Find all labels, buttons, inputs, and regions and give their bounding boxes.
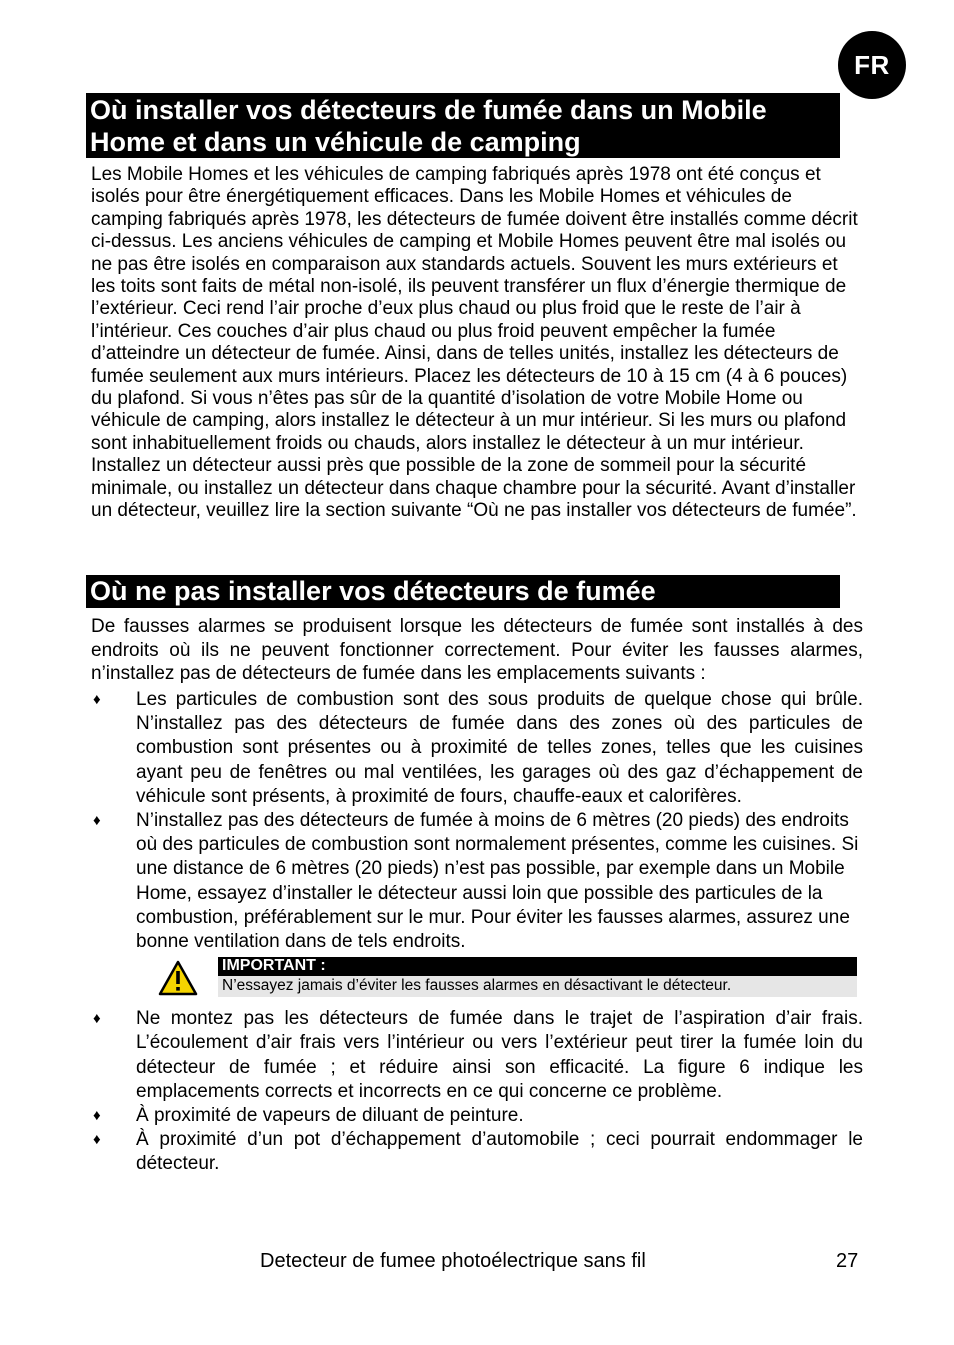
- bullet-list: [91, 688, 863, 1177]
- language-badge: [838, 31, 906, 99]
- important-notice: [91, 957, 863, 999]
- list-item-text: Les particules de combustion sont des sous produits de quelque chose qui brûle. N’installez pas des détecteurs de fumée dans des zones où des particules de combustion sont présentes ou à proximité de telles zones, telles que les cuisines ayant peu de fenêtres ou mal ventilées, les garages où des gaz d’échappement de véhicule sont présents, à proximité de fours, chauffe-eaux et calorifères.: [136, 689, 863, 807]
- important-title: IMPORTANT :: [218, 957, 857, 976]
- diamond-bullet-icon: ♦: [93, 1107, 101, 1125]
- language-code: FR: [854, 49, 890, 80]
- page-number: 27: [836, 1250, 859, 1272]
- diamond-bullet-icon: ♦: [93, 1010, 101, 1028]
- section-heading-where-not-install: Où ne pas installer vos détecteurs de fumée: [86, 575, 840, 608]
- important-box: [218, 957, 857, 997]
- diamond-bullet-icon: ♦: [93, 812, 101, 830]
- list-item: [91, 688, 863, 809]
- section-heading-install-mobile-home: Où installer vos détecteurs de fumée dans un Mobile Home et dans un véhicule de camping: [86, 93, 840, 158]
- list-item: [91, 1007, 863, 1104]
- list-item-text: Ne montez pas les détecteurs de fumée dans le trajet de l’aspiration d’air frais. L’écoulement d’air frais vers l’intérieur ou vers l’extérieur peut tirer la fumée loin du détecteur de fumée ; et réduire ainsi son efficacité. La figure 6 indique les emplacements corrects et incorrects en ce qui concerne ce problème.: [136, 1008, 863, 1102]
- warning-triangle-icon: [158, 960, 198, 996]
- diamond-bullet-icon: ♦: [93, 691, 101, 708]
- list-item-text: N’installez pas des détecteurs de fumée à moins de 6 mètres (20 pieds) des endroits où des particules de combustion sont normalement présentes, comme les cuisines. Si une distance de 6 mètres (20 pieds) n’est pas possible, par exemple dans un Mobile Home, essayez d’installer le détecteur aussi loin que possible des particules de la combustion, préférablement sur le mur. Pour éviter les fausses alarmes, assurez une bonne ventilation dans de tels endroits.: [136, 810, 859, 953]
- footer-title: Detecteur de fumee photoélectrique sans fil: [260, 1250, 646, 1272]
- list-item: [91, 1104, 863, 1128]
- list-item: [91, 809, 863, 954]
- section-intro-where-not-install: De fausses alarmes se produisent lorsque les détecteurs de fumée sont installés à des endroits où ils ne peuvent fonctionner correctement. Pour éviter les fausses alarmes, n’installez pas de détecteurs de fumée dans les emplacements suivants :: [91, 616, 863, 684]
- list-item-text: À proximité d’un pot d’échappement d’automobile ; ceci pourrait endommager le détecteur.: [136, 1129, 863, 1175]
- section-body-mobile-home: Les Mobile Homes et les véhicules de camping fabriqués après 1978 ont été conçus et isolés pour être énergétiquement efficaces. Dans les Mobile Homes et véhicules de camping fabriqués après 1978, les détecteurs de fumée doivent être installés comme décrit ci-dessus. Les anciens véhicules de camping et Mobile Homes peuvent être mal isolés ou ne pas être isolés en comparaison aux standards actuels. Souvent les murs extérieurs et les toits sont faits de métal non-isolé, ils peuvent transférer un flux d’énergie thermique de l’extérieur. Ceci rend l’air proche d’eux plus chaud ou plus froid que le reste de l’air à l’intérieur. Ces couches d’air plus chaud ou plus froid peuvent empêcher la fumée d’atteindre un détecteur de fumée. Ainsi, dans de telles unités, installez les détecteurs de fumée seulement aux murs intérieurs. Placez les détecteurs de 10 à 15 cm (4 à 6 pouces) du plafond. Si vous n’êtes pas sûr de la quantité d’isolation de votre Mobile Home ou véhicule de camping, alors installez le détecteur à un mur intérieur. Si les murs ou plafond sont inhabituellement froids ou chauds, alors installez le détecteur à un mur intérieur. Installez un détecteur aussi près que possible de la zone de sommeil pour la sécurité minimale, ou installez un détecteur dans chaque chambre pour la sécurité. Avant d’installer un détecteur, veuillez lire la section suivante “Où ne pas installer vos détecteurs de fumée”.: [91, 164, 858, 522]
- diamond-bullet-icon: ♦: [93, 1131, 101, 1149]
- list-item: [91, 1128, 863, 1176]
- list-item-text: À proximité de vapeurs de diluant de peinture.: [136, 1105, 524, 1127]
- important-text: N’essayez jamais d’éviter les fausses alarmes en désactivant le détecteur.: [218, 976, 857, 997]
